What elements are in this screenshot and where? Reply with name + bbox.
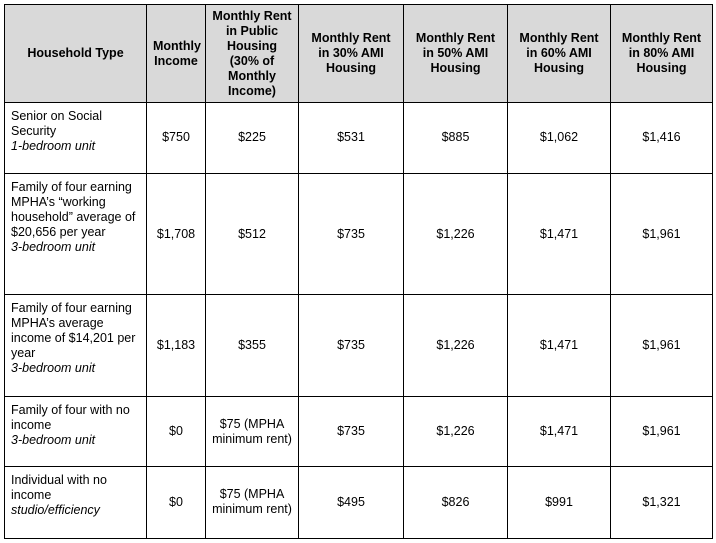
ami80-rent-cell: $1,321 xyxy=(611,466,713,538)
household-type-cell xyxy=(5,173,147,294)
ami50-rent-cell: $826 xyxy=(404,466,508,538)
ami30-rent-cell: $735 xyxy=(299,173,404,294)
ami50-rent-cell: $1,226 xyxy=(404,397,508,467)
public-housing-rent-cell: $75 (MPHA minimum rent) xyxy=(206,466,299,538)
unit-size: 3-bedroom unit xyxy=(11,433,96,448)
header-50-ami-rent: Monthly Rent in 50% AMI Housing xyxy=(404,5,508,103)
unit-size: studio/efficiency xyxy=(11,502,100,517)
household-description: Family of four with no income xyxy=(11,403,130,433)
header-80-ami-rent: Monthly Rent in 80% AMI Housing xyxy=(611,5,713,103)
monthly-income-cell: $0 xyxy=(147,397,206,467)
table-row xyxy=(5,173,713,294)
ami30-rent-cell: $495 xyxy=(299,466,404,538)
ami60-rent-cell: $1,062 xyxy=(508,103,611,174)
household-description: Senior on Social Security xyxy=(11,109,103,138)
table-row xyxy=(5,466,713,538)
ami60-rent-cell: $1,471 xyxy=(508,397,611,467)
ami80-rent-cell: $1,416 xyxy=(611,103,713,174)
public-housing-rent-cell: $512 xyxy=(206,173,299,294)
ami30-rent-cell: $735 xyxy=(299,295,404,397)
table-header-row xyxy=(5,5,713,103)
table-row xyxy=(5,295,713,397)
header-monthly-income: Monthly Income xyxy=(147,5,206,103)
monthly-income-cell: $750 xyxy=(147,103,206,174)
household-type-cell xyxy=(5,466,147,538)
ami30-rent-cell: $531 xyxy=(299,103,404,174)
household-description: Family of four earning MPHA’s “working household” average of $20,656 per year xyxy=(11,179,136,239)
header-30-ami-rent: Monthly Rent in 30% AMI Housing xyxy=(299,5,404,103)
table-row xyxy=(5,397,713,467)
ami60-rent-cell: $991 xyxy=(508,466,611,538)
household-type-cell xyxy=(5,295,147,397)
ami50-rent-cell: $885 xyxy=(404,103,508,174)
monthly-income-cell: $1,708 xyxy=(147,173,206,294)
ami50-rent-cell: $1,226 xyxy=(404,295,508,397)
ami80-rent-cell: $1,961 xyxy=(611,173,713,294)
public-housing-rent-cell: $355 xyxy=(206,295,299,397)
rent-comparison-table xyxy=(4,4,713,539)
unit-size: 1-bedroom unit xyxy=(11,139,96,153)
ami60-rent-cell: $1,471 xyxy=(508,173,611,294)
table-row xyxy=(5,103,713,174)
public-housing-rent-cell: $75 (MPHA minimum rent) xyxy=(206,397,299,467)
header-public-housing-rent: Monthly Rent in Public Housing (30% of Monthly Income) xyxy=(206,5,299,103)
ami50-rent-cell: $1,226 xyxy=(404,173,508,294)
household-description: Individual with no income xyxy=(11,472,107,502)
monthly-income-cell: $0 xyxy=(147,466,206,538)
header-60-ami-rent: Monthly Rent in 60% AMI Housing xyxy=(508,5,611,103)
header-household-type: Household Type xyxy=(5,5,147,103)
monthly-income-cell: $1,183 xyxy=(147,295,206,397)
unit-size: 3-bedroom unit xyxy=(11,361,96,376)
household-description: Family of four earning MPHA’s average income of $14,201 per year xyxy=(11,301,136,361)
ami80-rent-cell: $1,961 xyxy=(611,295,713,397)
ami30-rent-cell: $735 xyxy=(299,397,404,467)
household-type-cell xyxy=(5,397,147,467)
household-type-cell xyxy=(5,103,147,174)
unit-size: 3-bedroom unit xyxy=(11,239,96,254)
ami60-rent-cell: $1,471 xyxy=(508,295,611,397)
ami80-rent-cell: $1,961 xyxy=(611,397,713,467)
public-housing-rent-cell: $225 xyxy=(206,103,299,174)
